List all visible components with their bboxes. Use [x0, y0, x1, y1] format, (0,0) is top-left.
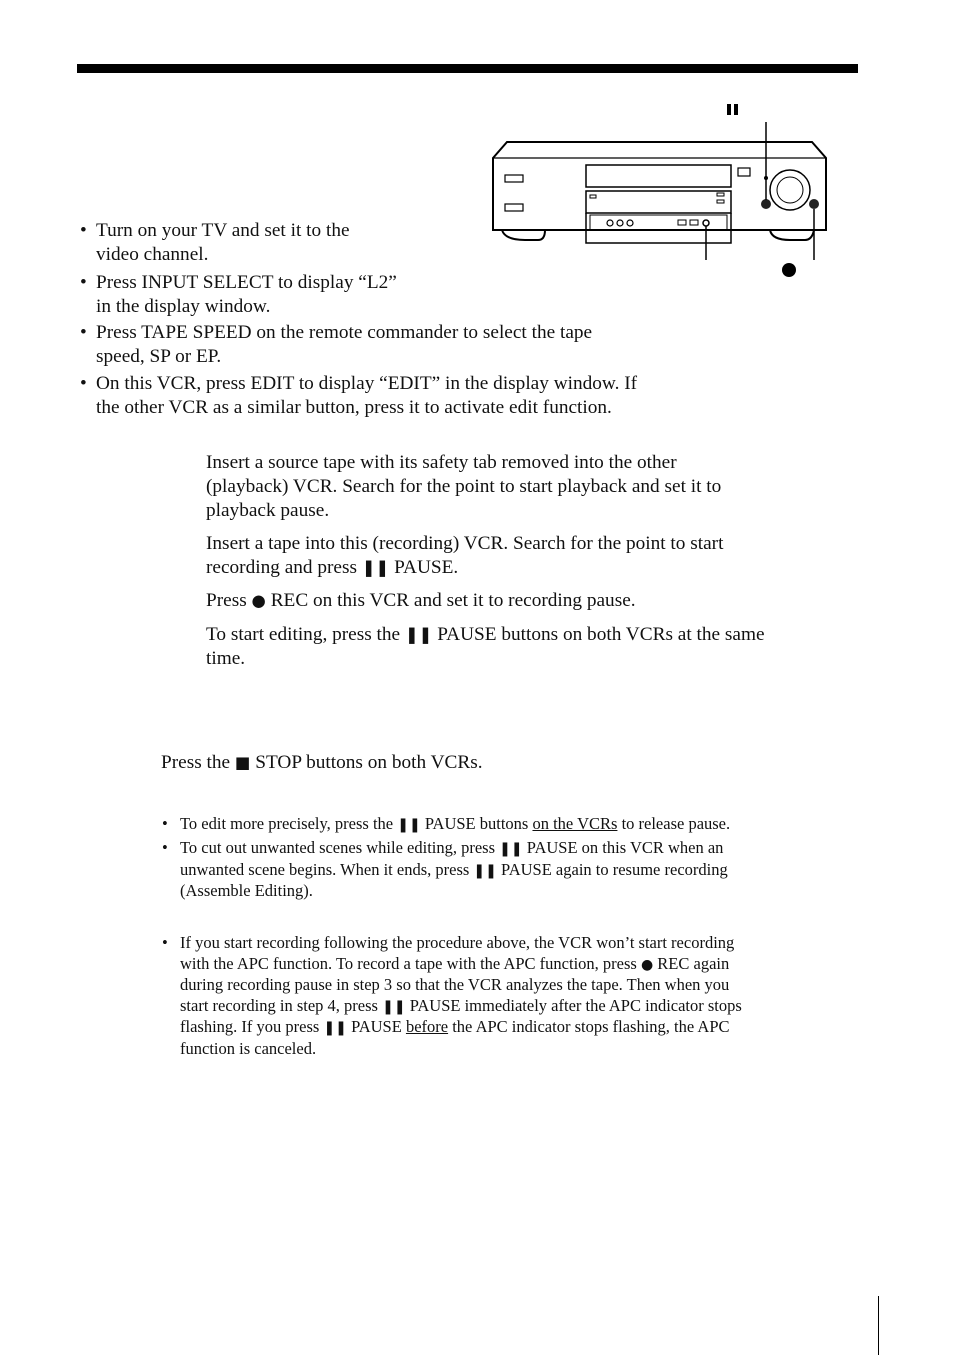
- step-2-line: PAUSE.: [394, 557, 459, 578]
- pause-icon: ❚❚: [473, 862, 497, 879]
- pause-icon: ❚❚: [397, 817, 421, 833]
- pause-icon: ❚❚: [499, 841, 523, 857]
- prep-bullet-text: speed, SP or EP.: [96, 346, 222, 367]
- note-text: PAUSE immediately after the APC indicator stops: [409, 995, 742, 1015]
- prep-bullet-text: the other VCR as a similar button, press it to activate edit function.: [96, 397, 612, 418]
- step-1-line: Insert a source tape with its safety tab removed into the other: [206, 452, 677, 473]
- step-4-text: To start editing, press the: [206, 624, 401, 645]
- prep-bullet-text: On this VCR, press EDIT to display “EDIT” in the display window. If: [96, 373, 638, 394]
- tip-text: unwanted scene begins. When it ends, press: [180, 859, 470, 879]
- tip-text: To edit more precisely, press the: [180, 814, 394, 833]
- step-1: [206, 451, 846, 523]
- stop-icon: ■: [234, 753, 251, 772]
- stop-text: Press the: [161, 752, 231, 773]
- prep-bullet-text: Press INPUT SELECT to display “L2”: [96, 272, 397, 293]
- tip-text: PAUSE buttons: [424, 814, 529, 833]
- note-text: If you start recording following the procedure above, the VCR won’t start recording: [180, 933, 735, 952]
- tip-text: to release pause.: [621, 814, 731, 833]
- step-3-text: REC on this VCR and set it to recording pause.: [270, 590, 636, 611]
- tip-text: PAUSE on this VCR when an: [526, 838, 724, 857]
- step-2: [206, 532, 846, 580]
- page-edge-rule: [878, 1296, 879, 1355]
- tip-text-underlined: on the VCRs: [532, 814, 618, 833]
- tip-text: (Assemble Editing).: [180, 881, 313, 900]
- pause-icon: ❚❚: [323, 1020, 347, 1036]
- note-text-underlined: before: [405, 1017, 449, 1036]
- rec-icon: ●: [251, 591, 266, 610]
- pause-icon: ❚❚: [382, 998, 406, 1015]
- vcr-illustration: [480, 95, 840, 285]
- step-4-text: PAUSE buttons on both VCRs at the same: [437, 624, 765, 645]
- step-4: [206, 623, 846, 671]
- note-text: PAUSE: [351, 1017, 402, 1036]
- pause-icon: ❚❚: [404, 625, 433, 644]
- note-text: flashing. If you press: [180, 1017, 320, 1036]
- prep-bullet-text: Turn on your TV and set it to the: [96, 220, 350, 241]
- step-3: [206, 589, 846, 613]
- prep-bullet-text: Press TAPE SPEED on the remote commander to select the tape: [96, 322, 593, 343]
- step-3-text: Press: [206, 590, 247, 611]
- header-rule: [77, 64, 858, 73]
- prep-bullet-text: in the display window.: [96, 296, 271, 317]
- note-text: the APC indicator stops flashing, the APC: [452, 1017, 730, 1036]
- step-4-text: time.: [206, 648, 246, 669]
- note-text: during recording pause in step 3 so that the VCR analyzes the tape. Then when you: [180, 975, 730, 994]
- note-text: with the APC function. To record a tape with the APC function, press: [180, 953, 637, 973]
- pause-icon: ❚❚: [361, 558, 390, 577]
- stop-instruction: [161, 751, 483, 775]
- step-1-line: playback pause.: [206, 500, 330, 521]
- tip-text: PAUSE again to resume recording: [501, 859, 728, 879]
- step-2-line: Insert a tape into this (recording) VCR. Search for the point to start: [206, 533, 724, 554]
- tip-text: To cut out unwanted scenes while editing, press: [180, 838, 496, 857]
- prep-bullet-text: video channel.: [96, 244, 209, 265]
- note-text: function is canceled.: [180, 1038, 317, 1058]
- note-text: REC again: [657, 953, 730, 973]
- step-2-line: recording and press: [206, 557, 357, 578]
- stop-text: STOP buttons on both VCRs.: [255, 752, 483, 773]
- rec-icon: ●: [640, 956, 654, 973]
- note-text: start recording in step 4, press: [180, 995, 378, 1015]
- step-1-line: (playback) VCR. Search for the point to start playback and set it to: [206, 476, 722, 497]
